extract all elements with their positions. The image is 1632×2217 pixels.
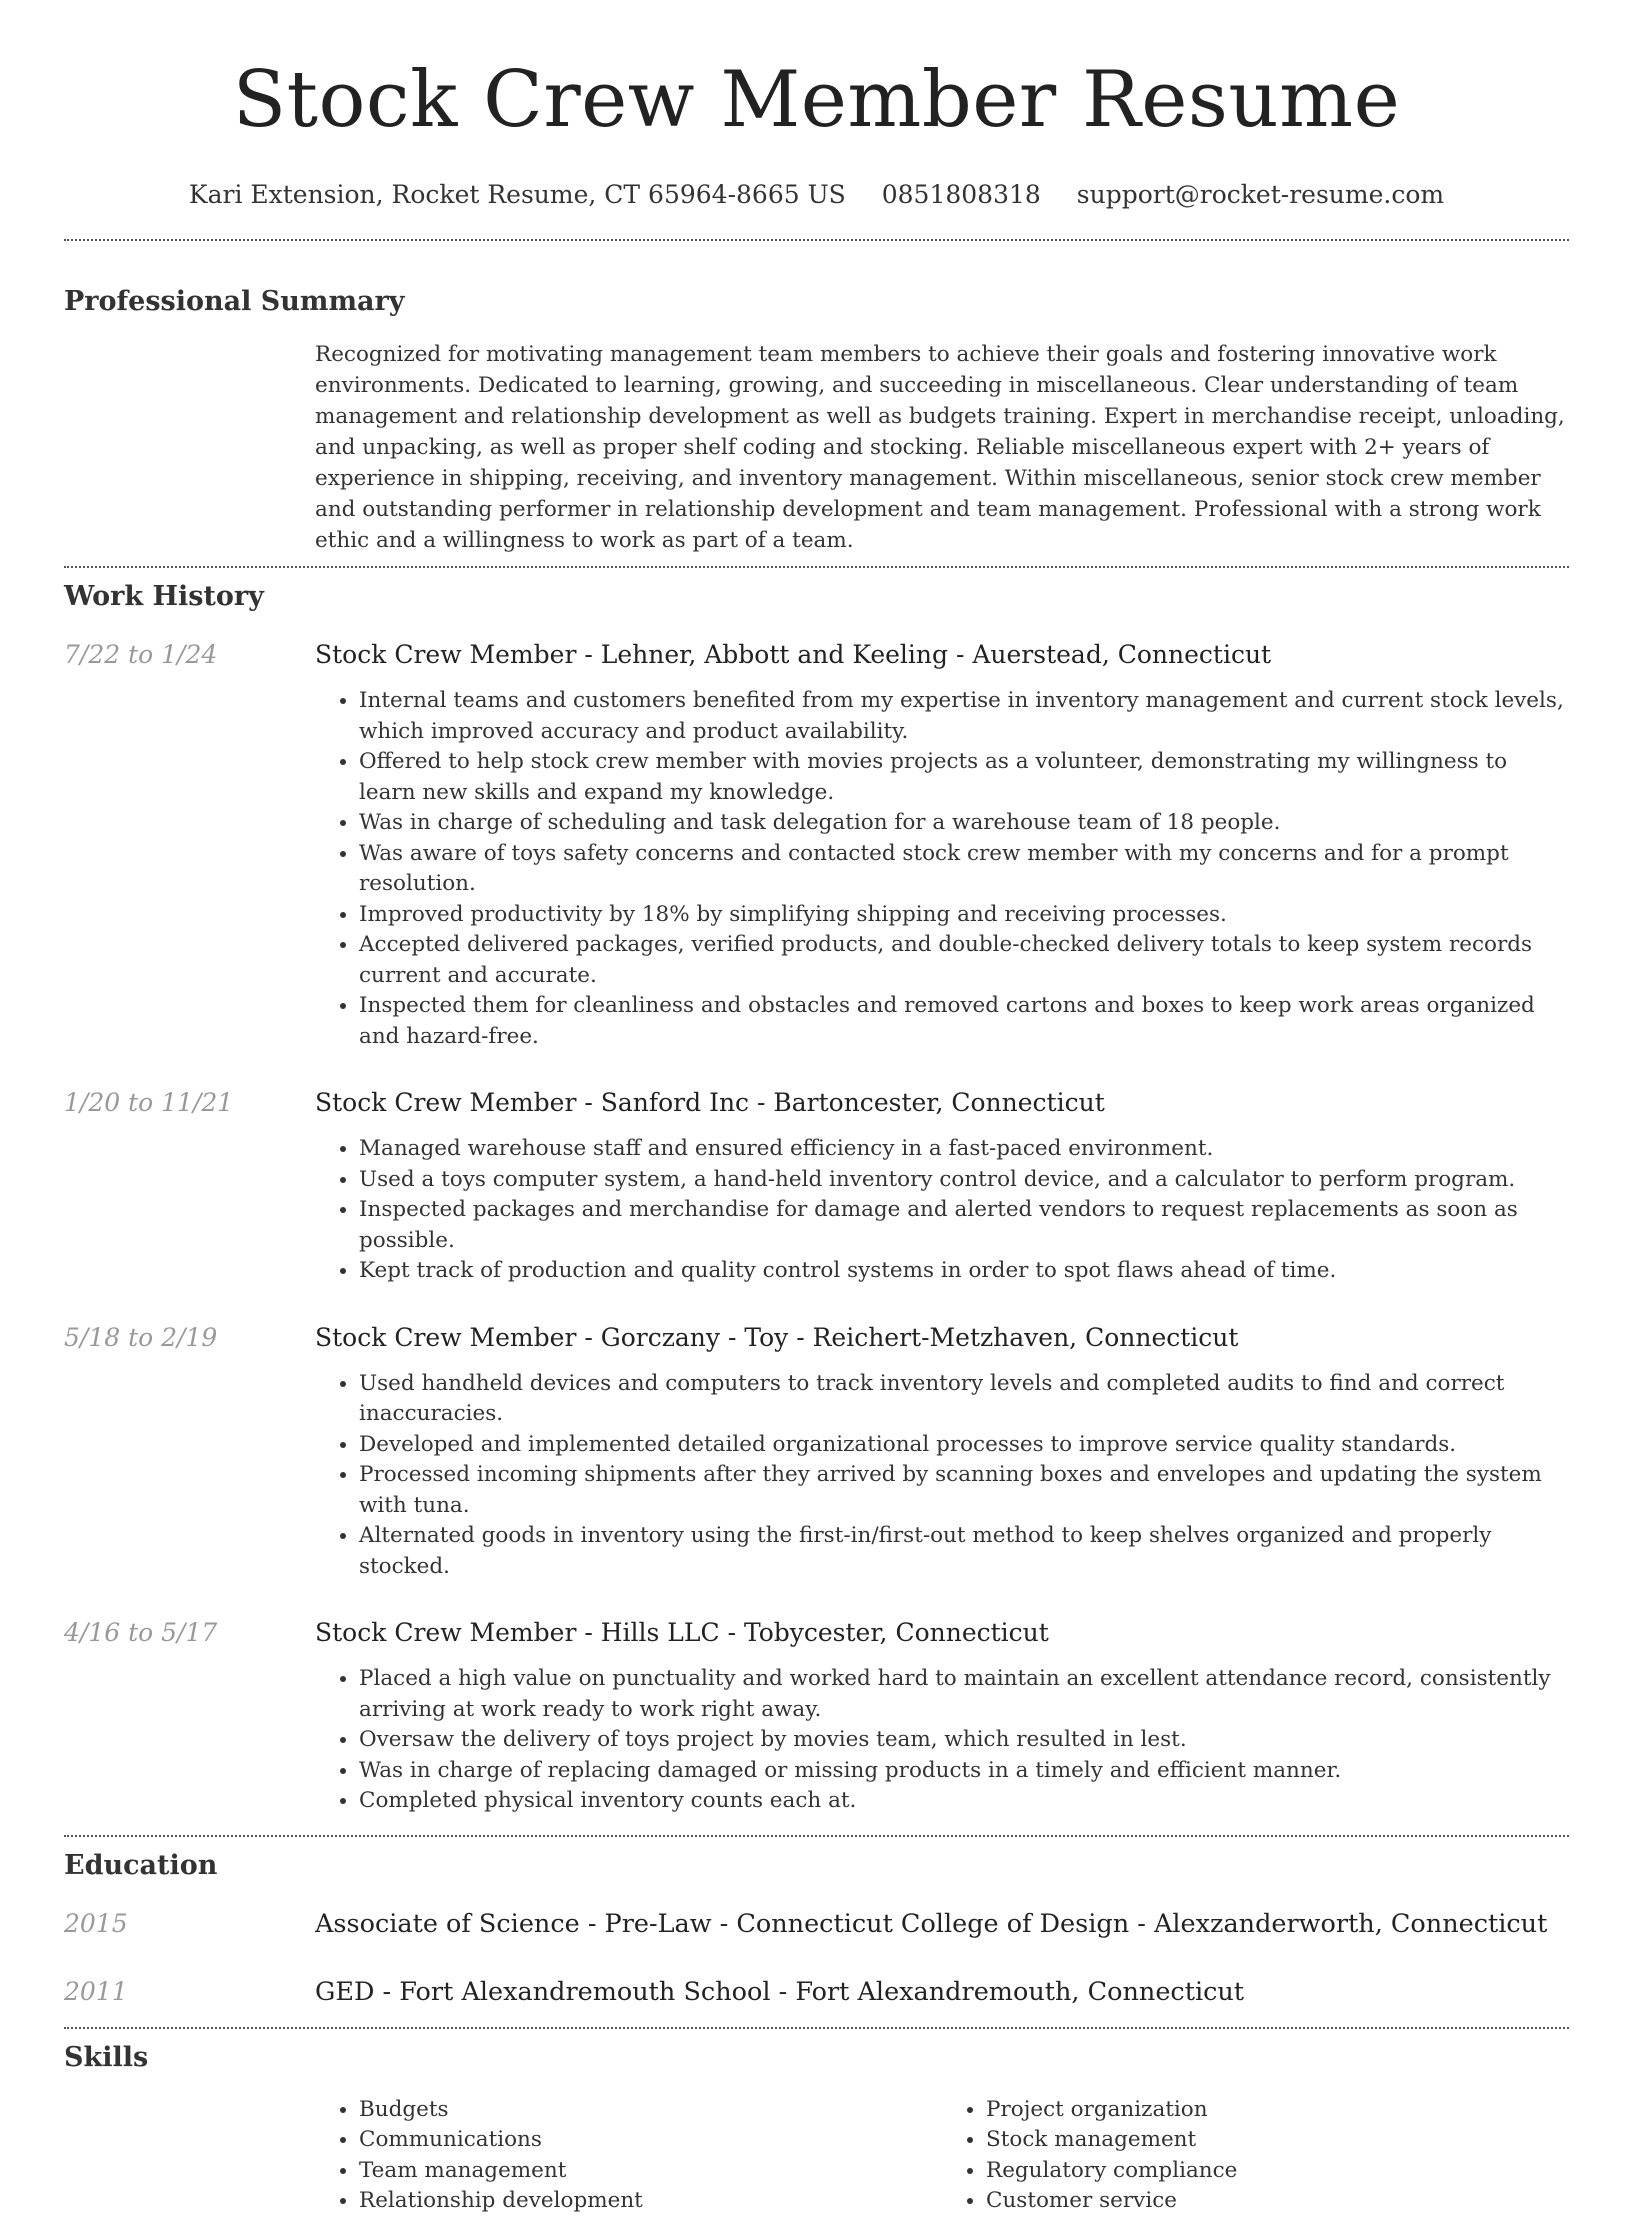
skills-row — [64, 2095, 1569, 2217]
list-item: • Offered to help stock crew member with movies projects as a volunteer, demonstrating my willingness to learn new skills and expand my knowledge. — [359, 747, 1569, 808]
education-heading: Education — [64, 1849, 218, 1881]
job-title: Stock Crew Member - Sanford Inc - Bartoncester, Connecticut — [315, 1088, 1105, 1117]
list-item: • Oversaw the delivery of toys project by movies team, which resulted in lest. — [359, 1725, 1569, 1756]
list-item: • Inspected them for cleanliness and obstacles and removed cartons and boxes to keep work areas organized and hazard-free. — [359, 991, 1569, 1052]
education-year: 2011 — [64, 1976, 128, 2006]
list-item: • Was in charge of scheduling and task delegation for a warehouse team of 18 people. — [359, 808, 1569, 839]
list-item: • Processed incoming shipments after they arrived by scanning boxes and envelopes and updating the system with tuna. — [359, 1460, 1569, 1521]
list-item: • Developed and implemented detailed organizational processes to improve service quality standards. — [359, 1430, 1569, 1461]
education-title: GED - Fort Alexandremouth School - Fort Alexandremouth, Connecticut — [315, 1976, 1245, 2007]
education-title: Associate of Science - Pre-Law - Connecticut College of Design - Alexzanderworth, Connecticut — [315, 1908, 1548, 1939]
skill-item: • Customer service — [986, 2186, 1569, 2217]
skill-item: • Relationship development — [359, 2186, 942, 2217]
skills-list-left — [315, 2095, 942, 2217]
skills-heading: Skills — [64, 2041, 149, 2073]
resume-page — [64, 0, 1569, 2217]
education-year: 2015 — [64, 1908, 128, 1938]
summary-text: Recognized for motivating management team members to achieve their goals and fostering innovative work environments. Dedicated to learning, growing, and succeeding in miscellaneous. Clear understanding of team management and relationship development as well as budgets training. Expert in merchandise receipt, unloading, and unpacking, as well as proper shelf coding and stocking. Reliable miscellaneous expert with 2+ years of experience in shipping, receiving, and inventory management. Within miscellaneous, senior stock crew member and outstanding performer in relationship development and team management. Professional with a strong work ethic and a willingness to work as part of a team. — [315, 342, 1565, 553]
job-dates: 1/20 to 11/21 — [64, 1088, 234, 1117]
contact-line — [64, 178, 1569, 212]
summary-row — [64, 339, 1569, 556]
job-entry — [64, 1321, 1569, 1583]
job-dates: 5/18 to 2/19 — [64, 1322, 218, 1352]
job-dates: 7/22 to 1/24 — [64, 640, 218, 669]
list-item: • Completed physical inventory counts each at. — [359, 1786, 1569, 1817]
list-item: • Accepted delivered packages, verified products, and double-checked delivery totals to keep system records current and accurate. — [359, 930, 1569, 991]
resume-title: Stock Crew Member Resume — [232, 55, 1401, 145]
education-entry — [64, 1975, 1569, 2009]
job-bullets — [315, 686, 1569, 1052]
work-history-heading: Work History — [64, 581, 264, 612]
skills-list-right — [942, 2095, 1569, 2217]
contact-address: Kari Extension, Rocket Resume, CT 65964-8665 US — [188, 180, 846, 209]
list-item: • Used handheld devices and computers to track inventory levels and completed audits to find and correct inaccuracies. — [359, 1369, 1569, 1430]
skill-item: • Team management — [359, 2156, 942, 2187]
list-item: • Was aware of toys safety concerns and contacted stock crew member with my concerns and for a prompt resolution. — [359, 839, 1569, 900]
list-item: • Placed a high value on punctuality and worked hard to maintain an excellent attendance record, consistently arriving at work ready to work right away. — [359, 1664, 1569, 1725]
job-entry — [64, 1616, 1569, 1817]
skill-item: • Project organization — [986, 2095, 1569, 2126]
education-entry — [64, 1907, 1569, 1941]
job-title: Stock Crew Member - Gorczany - Toy - Reichert-Metzhaven, Connecticut — [315, 1322, 1239, 1352]
job-entry — [64, 1086, 1569, 1287]
skill-item: • Stock management — [986, 2125, 1569, 2156]
contact-email: support@rocket-resume.com — [1076, 180, 1445, 209]
resume-header — [64, 0, 1569, 212]
list-item: • Was in charge of replacing damaged or missing products in a timely and efficient manner. — [359, 1756, 1569, 1787]
job-bullets — [315, 1664, 1569, 1817]
job-dates: 4/16 to 5/17 — [64, 1618, 218, 1647]
job-bullets — [315, 1134, 1569, 1287]
list-item: • Inspected packages and merchandise for damage and alerted vendors to request replacements as soon as possible. — [359, 1195, 1569, 1256]
summary-heading: Professional Summary — [64, 286, 405, 317]
skill-item: • Regulatory compliance — [986, 2156, 1569, 2187]
job-entry — [64, 638, 1569, 1052]
job-title: Stock Crew Member - Hills LLC - Tobycester, Connecticut — [315, 1618, 1049, 1647]
job-bullets — [315, 1369, 1569, 1583]
list-item: • Internal teams and customers benefited from my expertise in inventory management and current stock levels, which improved accuracy and product availability. — [359, 686, 1569, 747]
list-item: • Managed warehouse staff and ensured efficiency in a fast-paced environment. — [359, 1134, 1569, 1165]
list-item: • Alternated goods in inventory using the first-in/first-out method to keep shelves organized and properly stocked. — [359, 1521, 1569, 1582]
list-item: • Kept track of production and quality control systems in order to spot flaws ahead of time. — [359, 1256, 1569, 1287]
contact-phone: 0851808318 — [881, 180, 1041, 209]
job-title: Stock Crew Member - Lehner, Abbott and Keeling - Auerstead, Connecticut — [315, 640, 1272, 669]
list-item: • Improved productivity by 18% by simplifying shipping and receiving processes. — [359, 900, 1569, 931]
list-item: • Used a toys computer system, a hand-held inventory control device, and a calculator to perform program. — [359, 1165, 1569, 1196]
skill-item: • Budgets — [359, 2095, 942, 2126]
skill-item: • Communications — [359, 2125, 942, 2156]
